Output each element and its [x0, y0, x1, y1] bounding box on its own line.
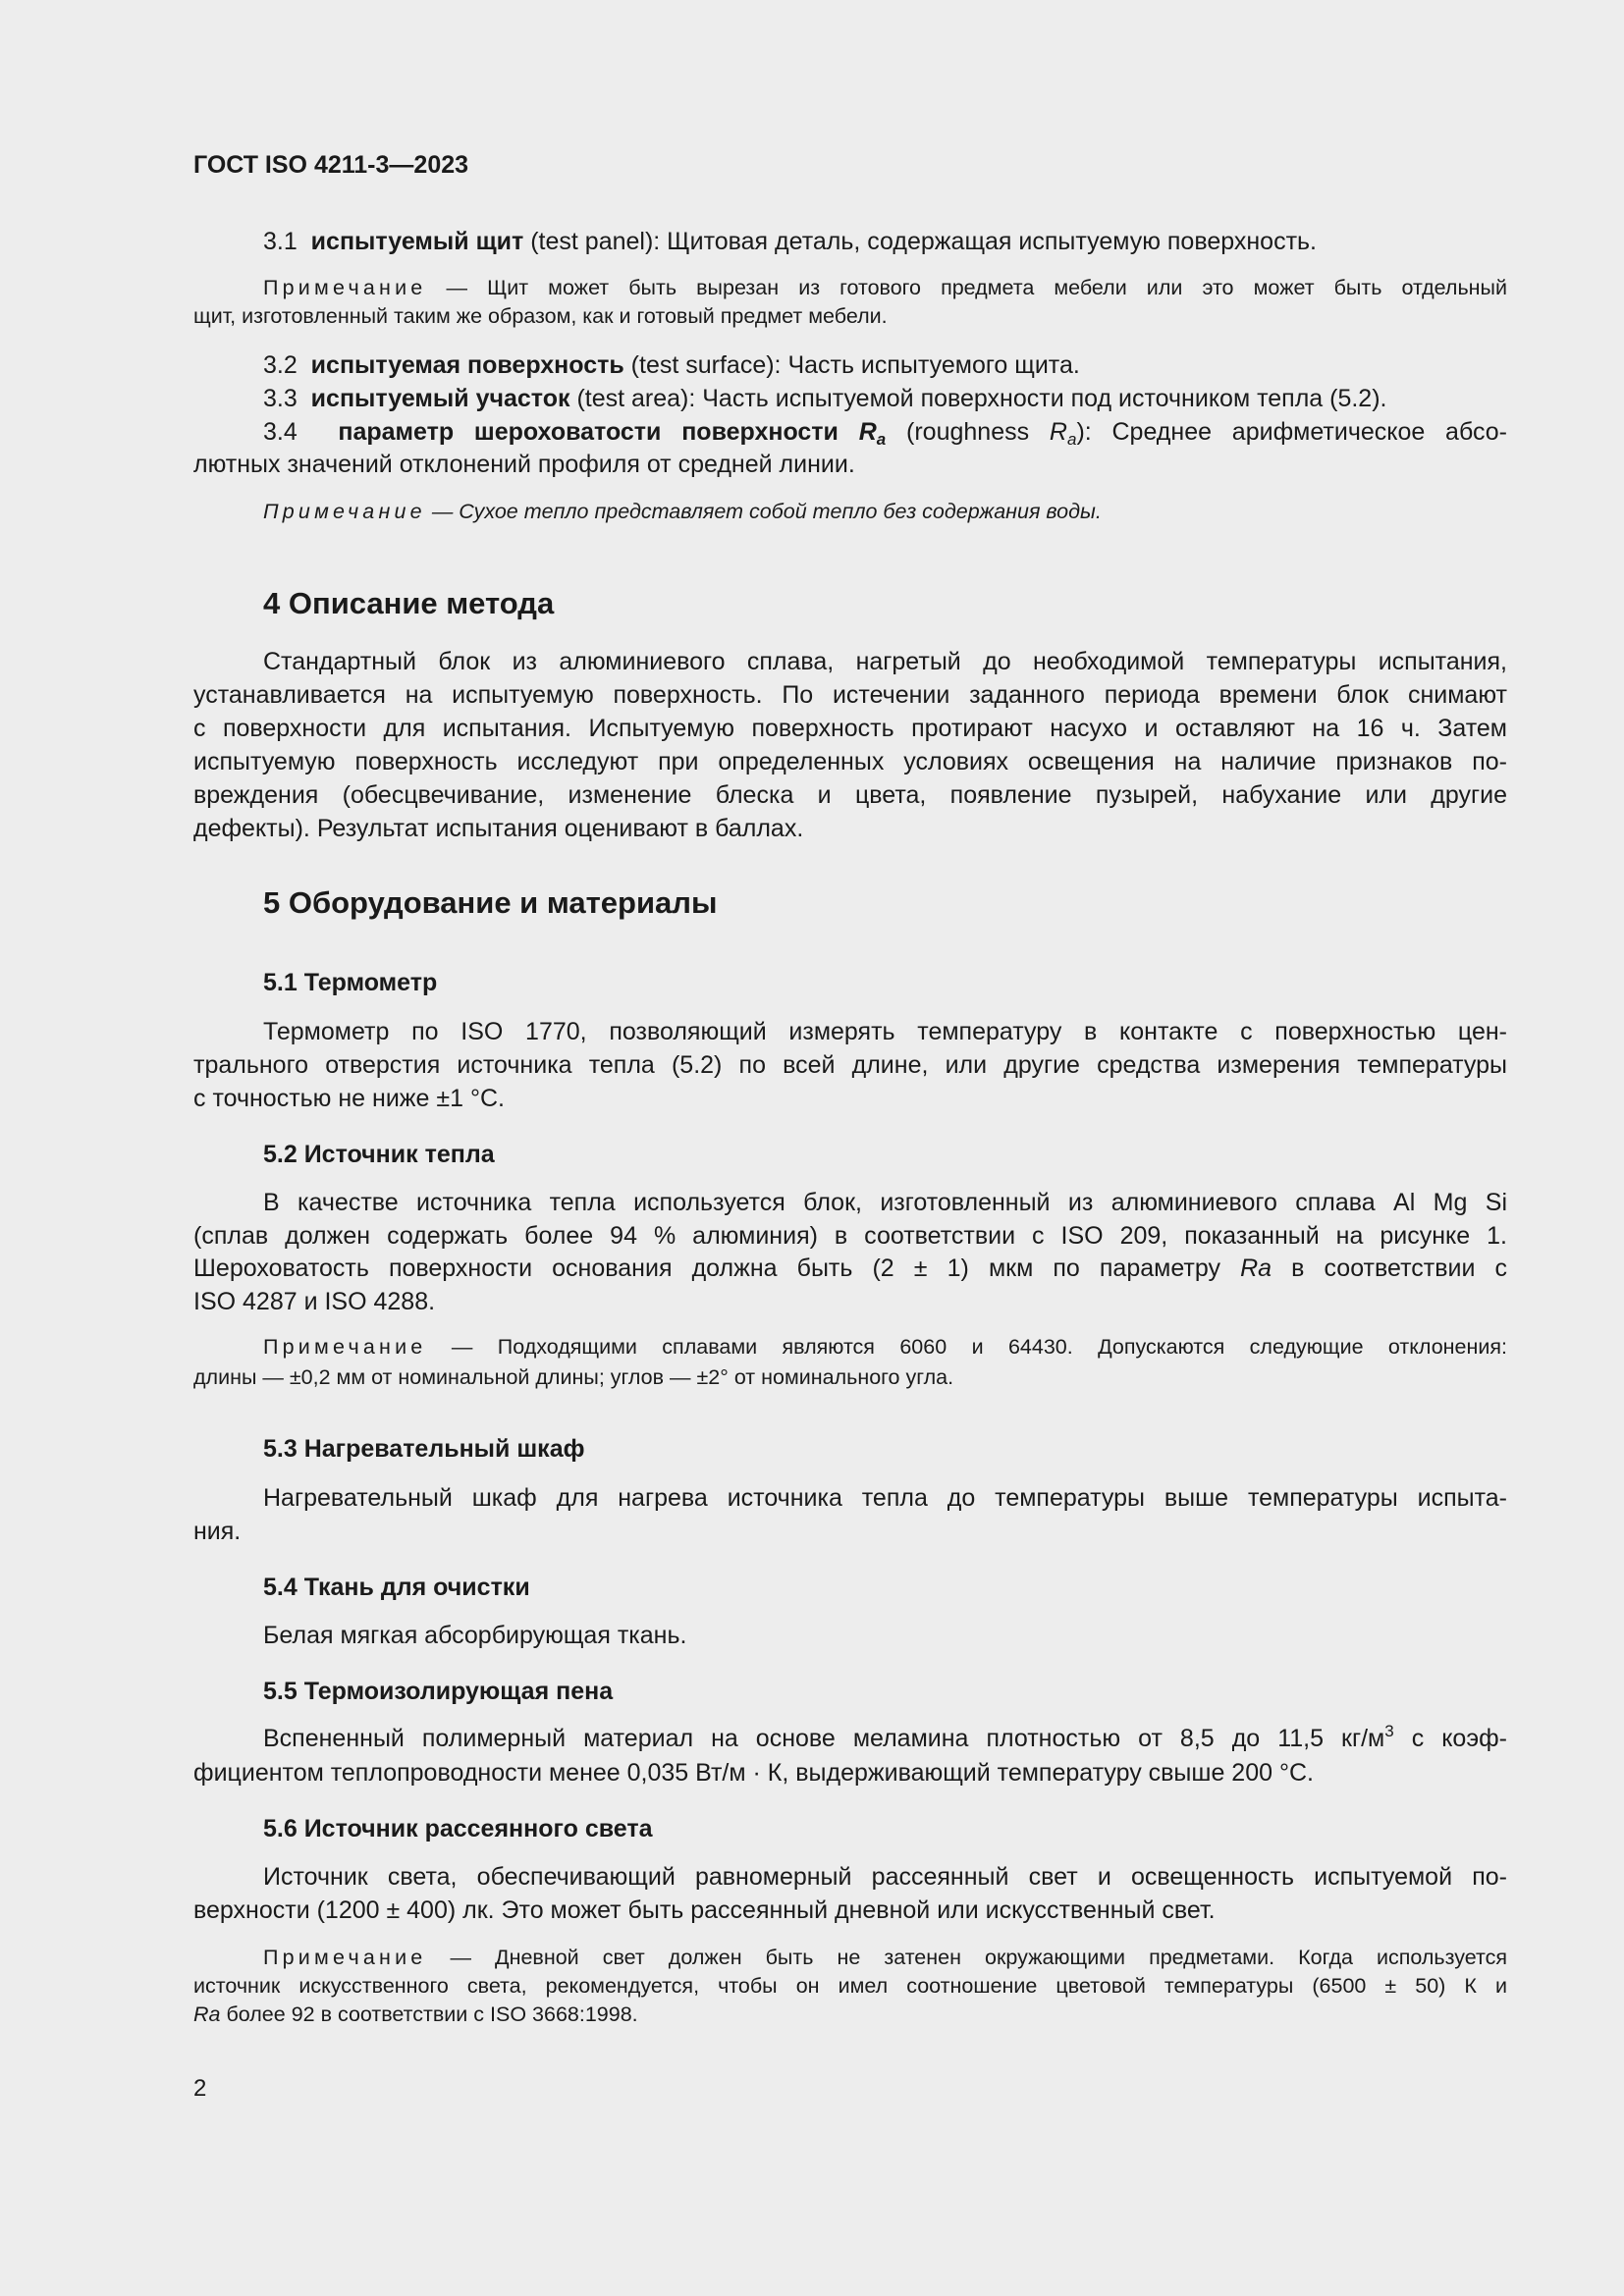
note-label: Примечание: [263, 1335, 427, 1359]
definition-3-4: 3.4 параметр шероховатости поверхности $R_a$ (roughness $R_a$): Среднее арифметическое абсо-: [263, 418, 1508, 449]
section-heading: 4 Описание метода: [263, 586, 555, 620]
definition-3-3: [263, 383, 1507, 415]
symbol: Ra: [1240, 1255, 1272, 1282]
standard-designation: ГОСТ ISO 4211-3—2023: [193, 151, 469, 179]
clause-number: 3.1: [263, 228, 298, 255]
paragraph-line: Белая мягкая абсорбирующая ткань.: [263, 1622, 687, 1649]
subsection-heading: 5.5 Термоизолирующая пена: [263, 1678, 614, 1705]
paragraph-line: верхности (1200 ± 400) лк. Это может быть рассеянный дневной или искусственный свет.: [193, 1896, 1216, 1924]
note-text: — Дневной свет должен быть не затенен окружающими предметами. Когда используется: [450, 1946, 1507, 1969]
paragraph-line: испытуемую поверхность исследуют при определенных условиях освещения на наличие признаков по-: [193, 748, 1507, 775]
subsection-heading: 5.3 Нагревательный шкаф: [263, 1435, 585, 1463]
note-line: источник искусственного света, рекомендуется, чтобы он имел соотношение цветовой температуры (6500 ± 50) К и: [193, 1974, 1507, 1998]
paragraph-line: ния.: [193, 1518, 242, 1545]
paragraph-line: Источник света, обеспечивающий равномерный рассеянный свет и освещенность испытуемой по-: [263, 1863, 1507, 1891]
term: испытуемый щит: [310, 228, 524, 255]
paragraph-line: В качестве источника тепла используется блок, изготовленный из алюминиевого сплава Al Mg Si: [263, 1189, 1507, 1216]
symbol: $R_a$: [1049, 418, 1077, 449]
definition-3-1: [263, 226, 1507, 258]
term: параметр шероховатости поверхности: [338, 418, 859, 446]
paragraph-line: дефекты). Результат испытания оценивают в баллах.: [193, 815, 804, 842]
term: испытуемый участок: [310, 385, 570, 412]
note-text: — Щит может быть вырезан из готового предмета мебели или это может быть отдельный: [446, 276, 1507, 299]
term: испытуемая поверхность: [310, 351, 624, 379]
subsection-heading: 5.2 Источник тепла: [263, 1141, 495, 1168]
paragraph-line: Нагревательный шкаф для нагрева источника тепла до температуры выше температуры испыта-: [263, 1484, 1507, 1512]
note-label: Примечание: [263, 500, 426, 523]
paragraph-line: вреждения (обесцвечивание, изменение блеска и цвета, появление пузырей, набухание или другие: [193, 781, 1507, 809]
note-line: длины — ±0,2 мм от номинальной длины; углов — ±2° от номинального угла.: [193, 1365, 954, 1389]
paragraph-line: (сплав должен содержать более 94 % алюминия) в соответствии с ISO 209, показанный на рисунке 1.: [193, 1222, 1507, 1250]
note-line: щит, изготовленный таким же образом, как и готовый предмет мебели.: [193, 304, 888, 328]
paragraph-line: с поверхности для испытания. Испытуемую поверхность протирают насухо и оставляют на 16 ч. Затем: [193, 715, 1507, 742]
paragraph-line: с точностью не ниже ±1 °С.: [193, 1085, 505, 1112]
paragraph-line: Термометр по ISO 1770, позволяющий измерять температуру в контакте с поверхностью цен-: [263, 1018, 1507, 1045]
paragraph-line: трального отверстия источника тепла (5.2) по всей длине, или другие средства измерения температуры: [193, 1051, 1507, 1079]
symbol: Ra: [193, 2002, 221, 2026]
note-line: [263, 1944, 1507, 1972]
section-heading: 5 Оборудование и материалы: [263, 885, 718, 920]
symbol: $R_a$: [858, 418, 887, 449]
subsection-heading: 5.4 Ткань для очистки: [263, 1574, 530, 1601]
definition-text: (test surface): Часть испытуемого щита.: [623, 351, 1080, 379]
note-label: Примечание: [263, 276, 427, 299]
paragraph-line: Шероховатость поверхности основания должна быть (2 ± 1) мкм по параметру Ra в соответствии с: [193, 1255, 1508, 1282]
note-line: [263, 1333, 1507, 1362]
paragraph-line: лютных значений отклонений профиля от средней линии.: [193, 451, 855, 478]
subsection-heading: 5.1 Термометр: [263, 969, 438, 996]
paragraph-line: ISO 4287 и ISO 4288.: [193, 1288, 436, 1315]
page-number: 2: [193, 2075, 207, 2102]
clause-number: 3.2: [263, 351, 298, 379]
definition-3-2: [263, 349, 1507, 382]
paragraph-line: устанавливается на испытуемую поверхность. По истечении заданного периода времени блок снимают: [193, 681, 1507, 709]
definition-text: (test panel): Щитовая деталь, содержащая испытуемую поверхность.: [523, 228, 1317, 255]
paragraph-line: Вспененный полимерный материал на основе меламина плотностью от 8,5 до 11,5 $кг/м^3$ с коэф-: [263, 1722, 1507, 1752]
paragraph-line: Стандартный блок из алюминиевого сплава, нагретый до необходимой температуры испытания,: [263, 648, 1507, 675]
note-text: — Сухое тепло представляет собой тепло без содержания воды.: [431, 500, 1102, 523]
definition-text: (test area): Часть испытуемой поверхности под источником тепла (5.2).: [569, 385, 1387, 412]
clause-number: 3.4: [263, 418, 298, 446]
paragraph-line: фициентом теплопроводности менее 0,035 Вт/м · К, выдерживающий температуру свыше 200 °С.: [193, 1759, 1314, 1787]
subsection-heading: 5.6 Источник рассеянного света: [263, 1815, 653, 1842]
note-text: — Подходящими сплавами являются 6060 и 64430. Допускаются следующие отклонения:: [451, 1335, 1507, 1359]
note-line: [263, 498, 1507, 526]
note-line: Ra более 92 в соответствии с ISO 3668:1998.: [193, 2002, 638, 2026]
clause-number: 3.3: [263, 385, 298, 412]
note-label: Примечание: [263, 1946, 427, 1969]
note-line: [263, 274, 1507, 302]
